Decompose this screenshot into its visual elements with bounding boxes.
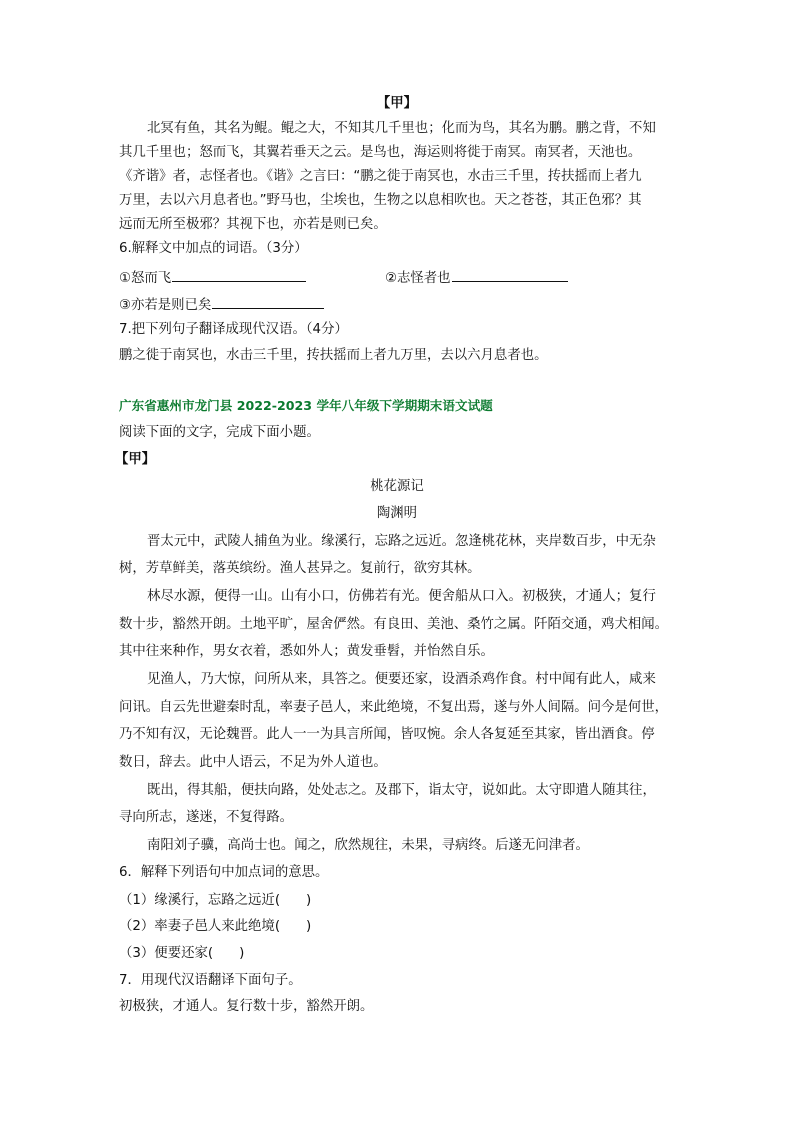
section2-heading: 【甲】 (115, 452, 156, 467)
q6-item-label: ①怒而飞 (119, 271, 172, 286)
section1-question-7: 7.把下列句子翻译成现代汉语。（4分） (119, 322, 348, 337)
exam-source-title: 广东省惠州市龙门县 2022-2023 学年八年级下学期期末语文试题 (119, 398, 493, 413)
section1-passage-line: 《齐谐》者，志怪者也。《谐》之言曰：“鹏之徙于南冥也，水击三千里，抟扶摇而上者九 (119, 169, 642, 184)
section1-q6-item (385, 267, 568, 287)
section2-passage-line: 数日，辞去。此中人语云，不足为外人道也。 (119, 755, 387, 770)
section2-question-6: 6．解释下列语句中加点词的意思。 (119, 865, 329, 880)
section1-question-6: 6.解释文中加点的词语。（3分） (119, 241, 308, 256)
section2-q6-item (119, 893, 311, 909)
section2-passage-line: 见渔人，乃大惊，问所从来，具答之。便要还家，设酒杀鸡作食。村中闻有此人，咸来 (147, 672, 656, 687)
section2-passage-line: 乃不知有汉，无论魏晋。此人一一为具言所闻，皆叹惋。余人各复延至其家，皆出酒食。停 (119, 727, 655, 742)
section2-q6-item (119, 946, 244, 962)
answer-blank[interactable] (212, 294, 324, 309)
section2-passage-line: 既出，得其船，便扶向路，处处志之。及郡下，诣太守，说如此。太守即遣人随其往， (147, 783, 656, 798)
section1-passage-line: 远而无所至极邪？其视下也，亦若是则已矣。 (119, 217, 387, 232)
section2-q7-sentence: 初极狭，才通人。复行数十步，豁然开朗。 (119, 999, 374, 1014)
section1-q7-sentence: 鹏之徙于南冥也，水击三千里，抟扶摇而上者九万里，去以六月息者也。 (119, 348, 548, 363)
section2-passage-line: 晋太元中，武陵人捕鱼为业。缘溪行，忘路之远近。忽逢桃花林，夹岸数百步，中无杂 (147, 534, 656, 549)
section1-q6-item (119, 267, 306, 287)
q6-item-label: （1）缘溪行，忘路之远近( (119, 893, 281, 908)
passage-title: 桃花源记 (370, 479, 424, 494)
passage-author: 陶渊明 (376, 506, 418, 521)
answer-blank[interactable] (172, 267, 306, 282)
q6-item-label: （3）便要还家( (119, 946, 214, 961)
section2-passage-line: 问讯。自云先世避秦时乱，率妻子邑人，来此绝境，不复出焉，遂与外人间隔。问今是何世， (119, 700, 669, 715)
q6-item-label: （2）率妻子邑人来此绝境( (119, 919, 281, 934)
close-paren: ) (306, 893, 312, 908)
section1-passage-line: 其几千里也；怒而飞，其翼若垂天之云。是鸟也，海运则将徙于南冥。南冥者，天池也。 (119, 145, 642, 160)
section2-passage-line: 树，芳草鲜美，落英缤纷。渔人甚异之。复前行，欲穷其林。 (119, 561, 481, 576)
section2-passage-line: 林尽水源，便得一山。山有小口，仿佛若有光。便舍船从口入。初极狭，才通人；复行 (147, 589, 656, 604)
section1-heading: 【甲】 (376, 96, 418, 111)
section1-passage-line: 北冥有鱼，其名为鲲。鲲之大，不知其几千里也；化而为鸟，其名为鹏。鹏之背，不知 (147, 121, 656, 136)
section2-passage-line: 其中往来种作，男女衣着，悉如外人；黄发垂髫，并怡然自乐。 (119, 644, 494, 659)
section2-q6-item (119, 919, 311, 935)
section1-passage-line: 万里，去以六月息者也。”野马也，尘埃也，生物之以息相吹也。天之苍苍，其正色邪？其 (119, 193, 642, 208)
answer-blank[interactable] (452, 267, 568, 282)
q6-item-label: ③亦若是则已矣 (119, 298, 212, 313)
section1-q6-item (119, 294, 324, 314)
section2-passage-line: 寻向所志，遂迷，不复得路。 (119, 810, 294, 825)
reading-instruction: 阅读下面的文字，完成下面小题。 (119, 425, 320, 440)
section2-passage-line: 南阳刘子骥，高尚士也。闻之，欣然规往，未果，寻病终。后遂无问津者。 (147, 838, 589, 853)
section2-question-7: 7．用现代汉语翻译下面句子。 (119, 973, 302, 988)
close-paren: ) (306, 919, 312, 934)
close-paren: ) (239, 946, 245, 961)
q6-item-label: ②志怪者也 (385, 271, 451, 286)
section2-passage-line: 数十步，豁然开朗。土地平旷，屋舍俨然。有良田、美池、桑竹之属。阡陌交通，鸡犬相闻。 (119, 617, 669, 632)
